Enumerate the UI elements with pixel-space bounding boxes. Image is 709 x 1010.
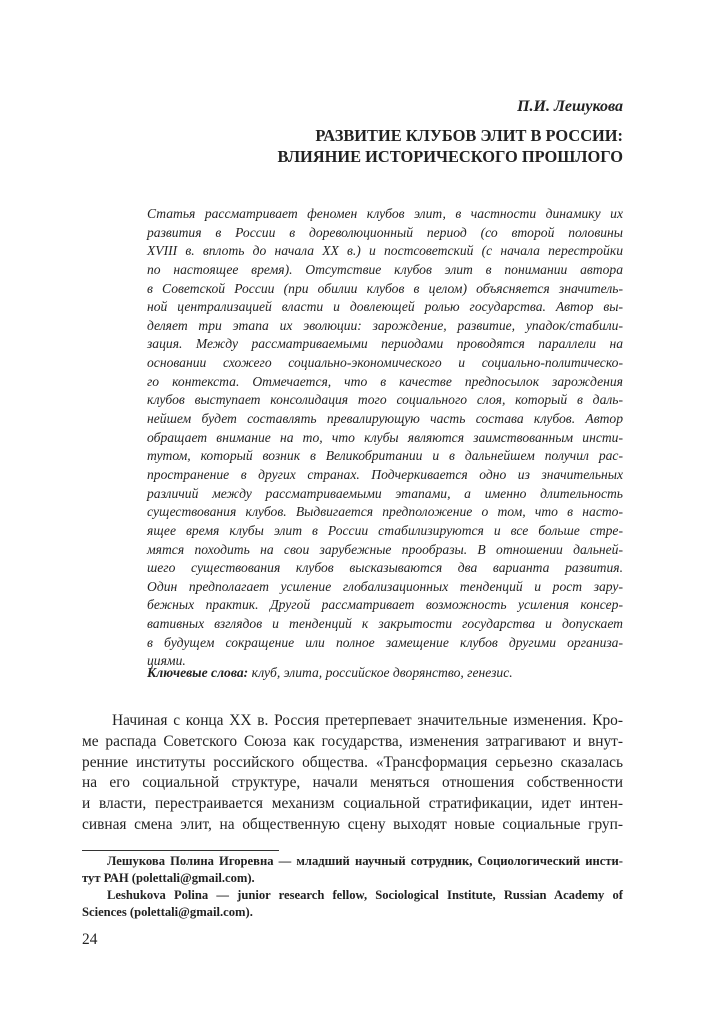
abstract-line: обращает внимание на то, что клубы являются заимствованным инсти- [147, 429, 623, 445]
abstract-line: в будущем сокращение или полное замещение клубов другими организа- [147, 634, 623, 650]
footnote [82, 853, 623, 921]
abstract-line: по настоящее время). Отсутствие клубов элит в понимании автора [147, 261, 623, 277]
abstract [147, 205, 623, 671]
body-line: ме распада Советского Союза как государства, изменения затрагивают и внут- [82, 732, 623, 750]
abstract-line: различий между рассматриваемыми этапами, а именно длительность [147, 485, 623, 501]
body-line: и власти, перестраивается механизм социальной стратификации, идет интен- [82, 795, 623, 813]
page-number: 24 [82, 931, 98, 948]
abstract-line: Один предполагает усиление глобализационных тенденций и рост зару- [147, 578, 623, 594]
abstract-line: го контекста. Отмечается, что в качестве предпосылок зарождения [147, 373, 623, 389]
abstract-line: развития в России в дореволюционный период (со второй половины [147, 224, 623, 240]
abstract-line: вативных взглядов и тенденций к закрытости государства и допускает [147, 616, 623, 632]
abstract-line: Статья рассматривает феномен клубов элит, в частности динамику их [147, 206, 623, 221]
keywords [147, 665, 623, 681]
footnote-line: Sciences (polettali@gmail.com). [82, 905, 253, 919]
footnote-line: тут РАН (polettali@gmail.com). [82, 871, 255, 885]
abstract-line: бежных практик. Другой рассматривает возможность усиления консер- [147, 597, 623, 613]
body-line: сивная смена элит, на общественную сцену выходят новые социальные груп- [82, 815, 623, 833]
body-text [82, 711, 623, 836]
abstract-line: мятся походить на свои зарубежные прообразы. В отношении дальней- [147, 541, 623, 557]
footnote-line: Лешукова Полина Игоревна — младший научный сотрудник, Социологический инсти- [107, 854, 623, 868]
abstract-line: ной централизацией власти и довлеющей ролью государства. Автор вы- [147, 299, 623, 315]
abstract-line: в Советской России (при обилии клубов в целом) объясняется значитель- [147, 280, 623, 296]
body-line: на его социальной структуре, начали меняться отношения собственности [82, 774, 623, 792]
footnote-line: Leshukova Polina — junior research fellow, Sociological Institute, Russian Academy of [107, 888, 623, 902]
abstract-line: основании схожего социально-экономического и социально-политическо- [147, 355, 623, 371]
abstract-line: пространение в других странах. Подчеркивается одно из значительных [147, 466, 623, 482]
abstract-line: существования клубов. Выдвигается предположение о том, что в насто- [147, 504, 623, 520]
keywords-label: Ключевые слова: [147, 665, 249, 680]
abstract-line: зация. Между рассматриваемыми периодами проводятся параллели на [147, 336, 623, 352]
abstract-line: тутом, который возник в Великобритании и в дальнейшем получил рас- [147, 448, 623, 464]
abstract-line: ящее время клубы элит в России стабилизируются и все больше стре- [147, 522, 623, 538]
article-title [123, 125, 623, 167]
abstract-line: шего существования клубов высказываются два варианта развития. [147, 560, 623, 576]
body-line: ренние институты российского общества. «Трансформация серьезно сказалась [82, 753, 623, 771]
footnote-divider [82, 850, 279, 851]
abstract-line: нейшем будет составлять превалирующую часть состава клубов. Автор [147, 411, 623, 427]
abstract-line: XVIII в. вплоть до начала XX в.) и постсоветский (с начала перестройки [147, 243, 623, 259]
title-line: РАЗВИТИЕ КЛУБОВ ЭЛИТ В РОССИИ: [315, 126, 623, 145]
abstract-line: циями. [147, 653, 186, 669]
abstract-line: деляет три этапа их эволюции: зарождение, развитие, упадок/стабили- [147, 317, 623, 333]
body-line: Начиная с конца XX в. Россия претерпевает значительные изменения. Кро- [112, 712, 623, 729]
author-name: П.И. Лешукова [517, 98, 623, 115]
title-line: ВЛИЯНИЕ ИСТОРИЧЕСКОГО ПРОШЛОГО [277, 147, 623, 166]
abstract-line: клубов выступает консолидация того социального слоя, который в даль- [147, 392, 623, 408]
keywords-text: клуб, элита, российское дворянство, генезис. [248, 665, 513, 680]
